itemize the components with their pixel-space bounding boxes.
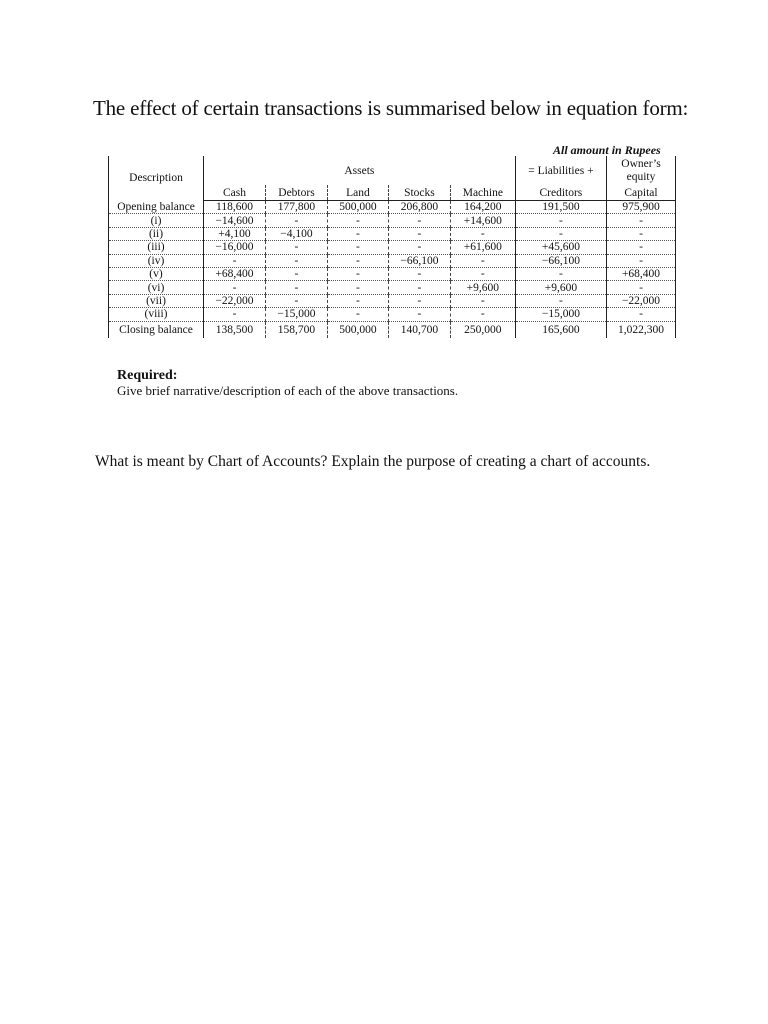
cell: -: [327, 227, 388, 240]
cell: 158,700: [265, 321, 327, 338]
cell: -: [607, 227, 676, 240]
cell: 500,000: [327, 321, 388, 338]
cell: −22,000: [204, 294, 266, 307]
row-label: (vi): [109, 281, 204, 294]
col-header-land: Land: [327, 185, 388, 201]
cell: -: [388, 308, 450, 321]
question-text: What is meant by Chart of Accounts? Explain the purpose of creating a chart of accounts.: [95, 453, 651, 470]
plus-sign: +: [587, 164, 594, 177]
cell: -: [450, 227, 515, 240]
table-row: [109, 294, 676, 307]
col-header-machine: Machine: [450, 185, 515, 201]
row-label: (v): [109, 267, 204, 280]
cell: -: [327, 241, 388, 254]
cell: 975,900: [607, 201, 676, 214]
row-label: (vii): [109, 294, 204, 307]
cell: −15,000: [515, 308, 606, 321]
assets-header: Assets: [204, 156, 516, 185]
row-label: (i): [109, 214, 204, 227]
cell: 118,600: [204, 201, 266, 214]
cell: −14,600: [204, 214, 266, 227]
cell: -: [388, 281, 450, 294]
table-row: [109, 227, 676, 240]
cell: -: [265, 267, 327, 280]
cell: 191,500: [515, 201, 606, 214]
cell: +61,600: [450, 241, 515, 254]
cell: 165,600: [515, 321, 606, 338]
row-label: (iv): [109, 254, 204, 267]
cell: -: [607, 308, 676, 321]
cell: -: [204, 281, 266, 294]
cell: 206,800: [388, 201, 450, 214]
cell: -: [388, 294, 450, 307]
cell: -: [204, 254, 266, 267]
col-header-debtors: Debtors: [265, 185, 327, 201]
row-label: Opening balance: [109, 201, 204, 214]
cell: -: [450, 267, 515, 280]
cell: -: [327, 294, 388, 307]
cell: +68,400: [607, 267, 676, 280]
cell: 140,700: [388, 321, 450, 338]
cell: -: [265, 241, 327, 254]
cell: -: [515, 267, 606, 280]
cell: -: [388, 267, 450, 280]
cell: -: [265, 294, 327, 307]
cell: 177,800: [265, 201, 327, 214]
cell: 1,022,300: [607, 321, 676, 338]
owners-equity-header: Owner’s equity: [607, 156, 676, 185]
row-label: (iii): [109, 241, 204, 254]
cell: −15,000: [265, 308, 327, 321]
cell: -: [204, 308, 266, 321]
table-row: [109, 308, 676, 321]
col-header-cash: Cash: [204, 185, 266, 201]
cell: -: [450, 308, 515, 321]
table-row: [109, 281, 676, 294]
cell: -: [327, 254, 388, 267]
cell: −66,100: [515, 254, 606, 267]
table-row: [109, 214, 676, 227]
cell: -: [607, 281, 676, 294]
cell: -: [327, 281, 388, 294]
cell: -: [327, 214, 388, 227]
cell: +45,600: [515, 241, 606, 254]
row-label: Closing balance: [109, 321, 204, 338]
cell: -: [265, 214, 327, 227]
cell: +14,600: [450, 214, 515, 227]
cell: +68,400: [204, 267, 266, 280]
description-header: Description: [109, 156, 204, 201]
required-text: Give brief narrative/description of each of the above transactions.: [117, 383, 459, 398]
col-header-capital: Capital: [607, 185, 676, 201]
cell: -: [265, 254, 327, 267]
table-row: [109, 267, 676, 280]
page-heading: The effect of certain transactions is summarised below in equation form:: [93, 96, 689, 120]
row-label: (viii): [109, 308, 204, 321]
cell: -: [450, 294, 515, 307]
equals-sign: = Liabilities +: [515, 156, 606, 185]
cell: 250,000: [450, 321, 515, 338]
cell: -: [327, 308, 388, 321]
table-row: [109, 201, 676, 214]
cell: −16,000: [204, 241, 266, 254]
cell: -: [607, 214, 676, 227]
cell: -: [388, 241, 450, 254]
currency-note: All amount in Rupees: [553, 143, 661, 157]
accounting-equation-table: [108, 156, 676, 338]
cell: -: [515, 214, 606, 227]
cell: +9,600: [450, 281, 515, 294]
cell: −4,100: [265, 227, 327, 240]
required-title: Required:: [117, 368, 178, 383]
cell: −66,100: [388, 254, 450, 267]
col-header-stocks: Stocks: [388, 185, 450, 201]
table-row-total: [109, 321, 676, 338]
cell: -: [515, 294, 606, 307]
cell: -: [607, 241, 676, 254]
table-row: [109, 254, 676, 267]
cell: -: [327, 267, 388, 280]
liabilities-header: Liabilities: [537, 164, 585, 177]
cell: 500,000: [327, 201, 388, 214]
cell: -: [265, 281, 327, 294]
cell: 164,200: [450, 201, 515, 214]
cell: -: [607, 254, 676, 267]
cell: -: [515, 227, 606, 240]
cell: -: [388, 214, 450, 227]
row-label: (ii): [109, 227, 204, 240]
cell: −22,000: [607, 294, 676, 307]
cell: +4,100: [204, 227, 266, 240]
cell: -: [450, 254, 515, 267]
col-header-creditors: Creditors: [515, 185, 606, 201]
cell: 138,500: [204, 321, 266, 338]
cell: -: [388, 227, 450, 240]
cell: +9,600: [515, 281, 606, 294]
table-row: [109, 241, 676, 254]
